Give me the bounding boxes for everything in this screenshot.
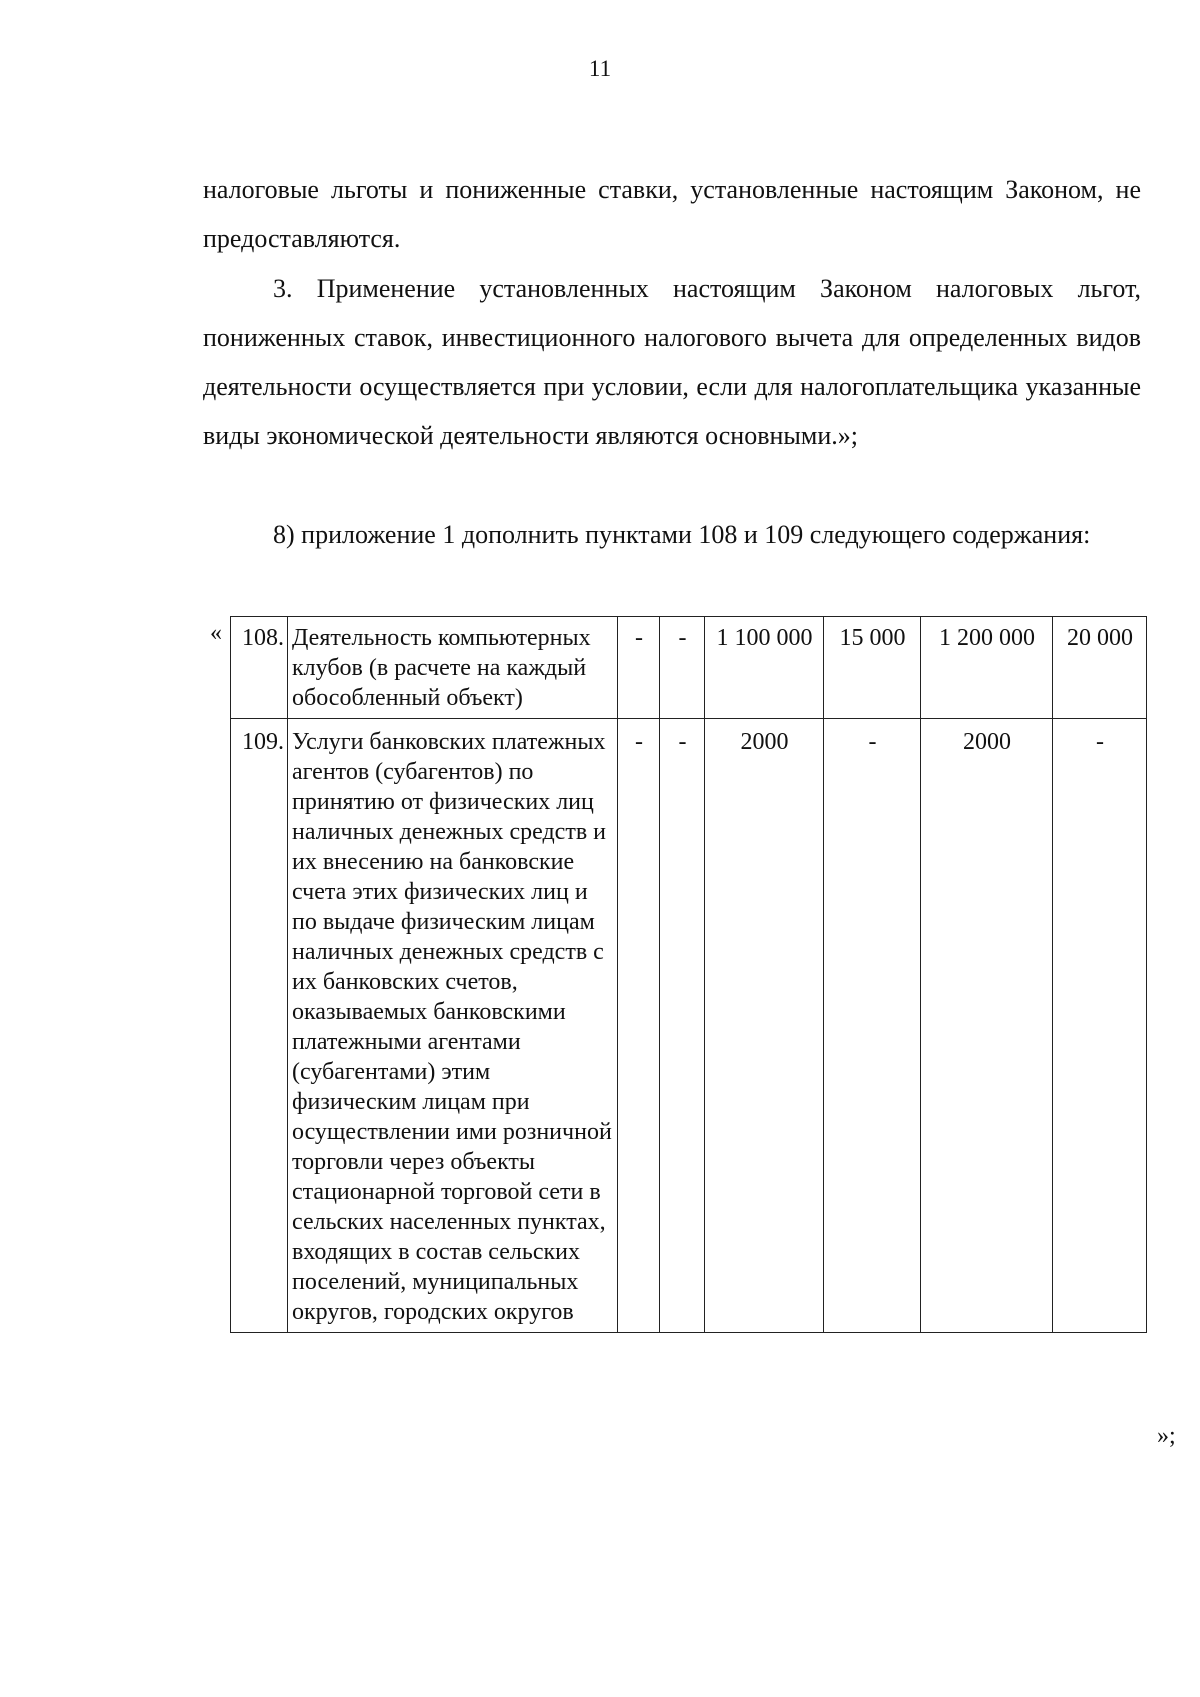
cell-col-5: 1 200 000 — [921, 617, 1053, 719]
cell-col-4: - — [824, 719, 921, 1333]
table-row-108 — [231, 617, 1147, 719]
page-number: 11 — [588, 56, 612, 81]
cell-col-2: - — [660, 617, 705, 719]
cell-col-5: 2000 — [921, 719, 1053, 1333]
cell-col-6: 20 000 — [1053, 617, 1147, 719]
paragraph-item-8: 8) приложение 1 дополнить пунктами 108 и 109 следующего содержания: — [273, 520, 1091, 549]
table-row-109 — [231, 719, 1147, 1333]
cell-col-3: 1 100 000 — [705, 617, 824, 719]
table-open-quote: « — [210, 620, 222, 646]
paragraph-clause-3: 3. Применение установленных настоящим Законом налоговых льгот, пониженных ставок, инвестиционного налогового вычета для определенных видов деятельности осуществляется при условии, если для налогоплательщика указанные виды экономической деятельности являются основными.»; — [203, 274, 1141, 450]
paragraph-continuation: налоговые льготы и пониженные ставки, установленные настоящим Законом, не предоставляются. — [203, 175, 1141, 253]
appendix-table — [230, 616, 1147, 1333]
row-number: 108. — [231, 617, 288, 719]
cell-col-2: - — [660, 719, 705, 1333]
cell-col-4: 15 000 — [824, 617, 921, 719]
cell-col-1: - — [618, 617, 660, 719]
activity-name: Услуги банковских платежных агентов (субагентов) по принятию от физических лиц наличных денежных средств и их внесению на банковские счета этих физических лиц и по выдаче физическим лицам наличных денежных средств с их банковских счетов, оказываемых банковскими платежными агентами (субагентами) этим физическим лицам при осуществлении ими розничной торговли через объекты стационарной торговой сети в сельских населенных пунктах, входящих в состав сельских поселений, муниципальных округов, городских округов — [288, 719, 618, 1333]
cell-col-3: 2000 — [705, 719, 824, 1333]
cell-col-6: - — [1053, 719, 1147, 1333]
cell-col-1: - — [618, 719, 660, 1333]
table-close-quote: »; — [1157, 1423, 1176, 1449]
activity-name: Деятельность компьютерных клубов (в расчете на каждый обособленный объект) — [288, 617, 618, 719]
row-number: 109. — [231, 719, 288, 1333]
